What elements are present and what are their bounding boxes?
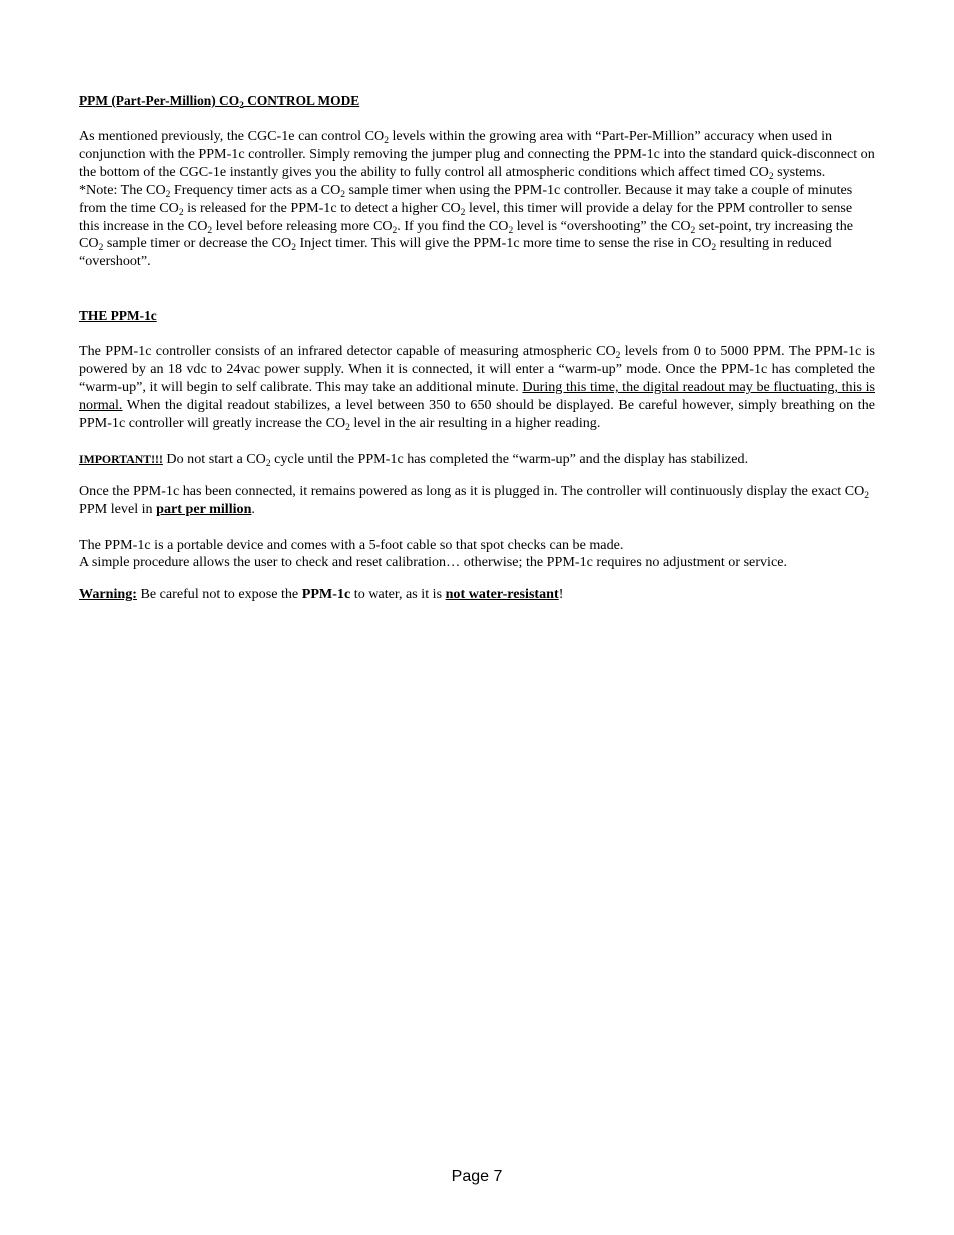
subscript: 2: [460, 207, 466, 218]
paragraph-warning: Warning: Be careful not to expose the PPM-1c to water, as it is not water-resistant!: [79, 586, 564, 603]
subscript: 2: [98, 243, 104, 254]
subscript: 2: [207, 225, 213, 236]
subscript: 2: [711, 243, 717, 254]
emphasis-part-per-million: part per million: [156, 500, 252, 517]
subscript: 2: [690, 225, 696, 236]
underlined-note: During this time, the digital readout may be fluctuating, this is normal.: [79, 379, 876, 413]
subscript: 2: [239, 101, 244, 111]
emphasis-ppm-1c: PPM-1c: [301, 586, 351, 603]
subscript: 2: [265, 458, 271, 469]
subscript: 2: [345, 422, 350, 433]
subscript: 2: [165, 189, 171, 200]
subscript: 2: [615, 351, 621, 362]
paragraph-important: IMPORTANT!!! Do not start a $CO_2$ cycle until the PPM-1c has completed the “warm-up” and the display has stabilized.: [79, 450, 749, 469]
subscript: 2: [864, 490, 870, 501]
subscript: 2: [392, 225, 398, 236]
page-number: Page 7: [451, 1168, 503, 1185]
subscript: 2: [340, 189, 346, 200]
important-label: IMPORTANT!!!: [79, 451, 163, 466]
subscript: 2: [291, 243, 296, 254]
section-title-ppm-control-mode: [79, 92, 875, 110]
subscript: 2: [384, 136, 389, 146]
title-text: PPM (Part-Per-Million) CO: [79, 93, 240, 108]
warning-label: Warning:: [79, 586, 137, 603]
paragraph-portable: The PPM-1c is a portable device and comes with a 5-foot cable so that spot checks can be made.: [79, 536, 624, 553]
subscript: 2: [508, 225, 514, 236]
subscript: 2: [178, 207, 184, 218]
paragraph-calibration: A simple procedure allows the user to check and reset calibration… otherwise; the PPM-1c requires no adjustment or service.: [79, 554, 788, 571]
paragraph-intro: As mentioned previously, the CGC-1e can control $CO_2$ levels within the growing area with “Part-Per-Million” accuracy when used in conjunction with the PPM-1c controller. Simply removing the jumper plug and connecting the PPM-1c into the standard quick-disconnect on the bottom of the CGC-1e instantly gives you the ability to fully control all atmospheric conditions which affect timed $CO_2$ systems.: [79, 128, 875, 182]
section-title-the-ppm-1c: THE PPM-1c: [79, 308, 157, 324]
paragraph-ppm-description: The PPM-1c controller consists of an infrared detector capable of measuring atmospheric $CO_2$ levels from 0 to 5000 PPM. The PPM-1c is powered by an 18 vdc to 24vac power supply. When it is connected, it will enter a “warm-up” mode. Once the PPM-1c has completed the “warm-up”, it will begin to self calibrate. This may take an additional minute. During this time, the digital readout may be fluctuating, this is normal. When the digital readout stabilizes, a level between 350 to 650 should be displayed. Be careful however, simply breathing on the PPM-1c controller will greatly increase the $CO_2$ level in the air resulting in a higher reading.: [79, 343, 876, 433]
document-page: [79, 92, 875, 604]
subscript: 2: [768, 171, 774, 182]
paragraph-powered: Once the PPM-1c has been connected, it remains powered as long as it is plugged in. The controller will continuously display the exact $CO_2$ PPM level in part per million.: [79, 482, 870, 517]
emphasis-not-water-resistant: not water-resistant: [445, 586, 559, 603]
title-text: CONTROL MODE: [243, 93, 360, 108]
paragraph-note: *Note: The $CO_2$ Frequency timer acts as a $CO_2$ sample timer when using the PPM-1c controller. Because it may take a couple of minutes from the time $CO_2$ is released for the PPM-1c to detect a higher $CO_2$ level, this timer will provide a delay for the PPM controller to sense this increase in the $CO_2$ level before releasing more $CO_2$. If you find the $CO_2$ level is “overshooting” the $CO_2$ set-point, try increasing the $CO_2$ sample timer or decrease the $CO_2$ Inject timer. This will give the PPM-1c more time to sense the rise in $CO_2$ resulting in reduced “overshoot”.: [79, 181, 854, 270]
